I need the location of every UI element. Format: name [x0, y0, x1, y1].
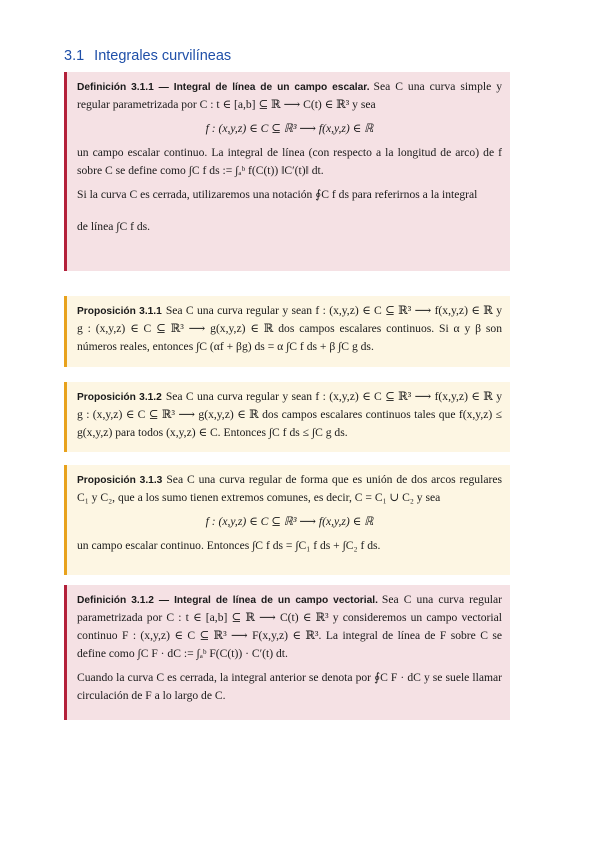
proposition-text-2: un campo escalar continuo. Entonces ∫C f ds = ∫C₁ f ds + ∫C₂ f ds. [77, 538, 381, 552]
section-number: 3.1 [64, 48, 85, 64]
proposition-head: Proposición 3.1.1 [77, 306, 162, 317]
proposition-text: Sea C una curva regular y sean f : (x,y,z) ∈ C ⊆ ℝ³ ⟶ f(x,y,z) ∈ ℝ y g : (x,y,z) ∈ C ⊆ ℝ³ ⟶ g(x,y,z) ∈ ℝ dos campos escalares continuos tales que f(x,y,z) ≤ g(x,y,z) para todos (x,y,z) ∈ C. Entonces ∫C f ds ≤ ∫C g ds. [77, 390, 502, 439]
proposition-head: Proposición 3.1.2 [77, 392, 162, 403]
definition-3-1-1 [64, 72, 510, 271]
definition-3-1-2 [64, 585, 510, 720]
section-heading: Integrales curvilíneas [94, 48, 232, 64]
proposition-formula: f : (x,y,z) ∈ C ⊆ ℝ³ ⟶ f(x,y,z) ∈ ℝ [205, 514, 374, 528]
definition-head: Definición 3.1.2 — Integral de línea de un campo vectorial. [77, 595, 378, 606]
definition-text: Sea C una curva regular parametrizada por C : t ∈ [a,b] ⊆ ℝ ⟶ C(t) ∈ ℝ³ y consideremos un campo vectorial continuo F : (x,y,z) ∈ C ⊆ ℝ³ ⟶ F(x,y,z) ∈ ℝ³. La integral de línea de F sobre C se define como ∫C F · dC := ∫ₐᵇ F(C(t)) · C′(t) dt. [77, 593, 502, 660]
definition-text-2: un campo escalar continuo. La integral de línea (con respecto a la longitud de arco) de f sobre C se define como ∫C f ds := ∫ₐᵇ f(C(t)) ‖C′(t)‖ dt. [77, 145, 502, 177]
proposition-text: Sea C una curva regular y sean f : (x,y,z) ∈ C ⊆ ℝ³ ⟶ f(x,y,z) ∈ ℝ y g : (x,y,z) ∈ C ⊆ ℝ³ ⟶ g(x,y,z) ∈ ℝ dos campos escalares continuos. Si α y β son números reales, entonces ∫C (αf + βg) ds = α ∫C f ds + β ∫C g ds. [77, 304, 502, 353]
proposition-text: Sea C una curva regular de forma que es unión de dos arcos regulares C₁ y C₂, que a los sumo tienen extremos comunes, es decir, C = C₁ ∪ C₂ y sea [77, 473, 502, 504]
definition-formula: f : (x,y,z) ∈ C ⊆ ℝ³ ⟶ f(x,y,z) ∈ ℝ [205, 121, 374, 135]
definition-head: Definición 3.1.1 — Integral de línea de un campo escalar. [77, 82, 370, 93]
definition-text-3: Si la curva C es cerrada, utilizaremos una notación ∮C f ds para referirnos a la integral [77, 187, 478, 201]
proposition-3-1-3 [64, 465, 510, 575]
proposition-3-1-2 [64, 382, 510, 452]
definition-text-4: de línea ∫C f ds. [77, 219, 151, 233]
definition-text-2: Cuando la curva C es cerrada, la integral anterior se denota por ∮C F · dC y se suele llamar circulación de F a lo largo de C. [77, 670, 502, 702]
section-title [64, 48, 231, 64]
definition-text: Sea C una curva simple y regular parametrizada por C : t ∈ [a,b] ⊆ ℝ ⟶ C(t) ∈ ℝ³ y sea [77, 80, 502, 111]
proposition-3-1-1 [64, 296, 510, 367]
proposition-head: Proposición 3.1.3 [77, 475, 163, 486]
